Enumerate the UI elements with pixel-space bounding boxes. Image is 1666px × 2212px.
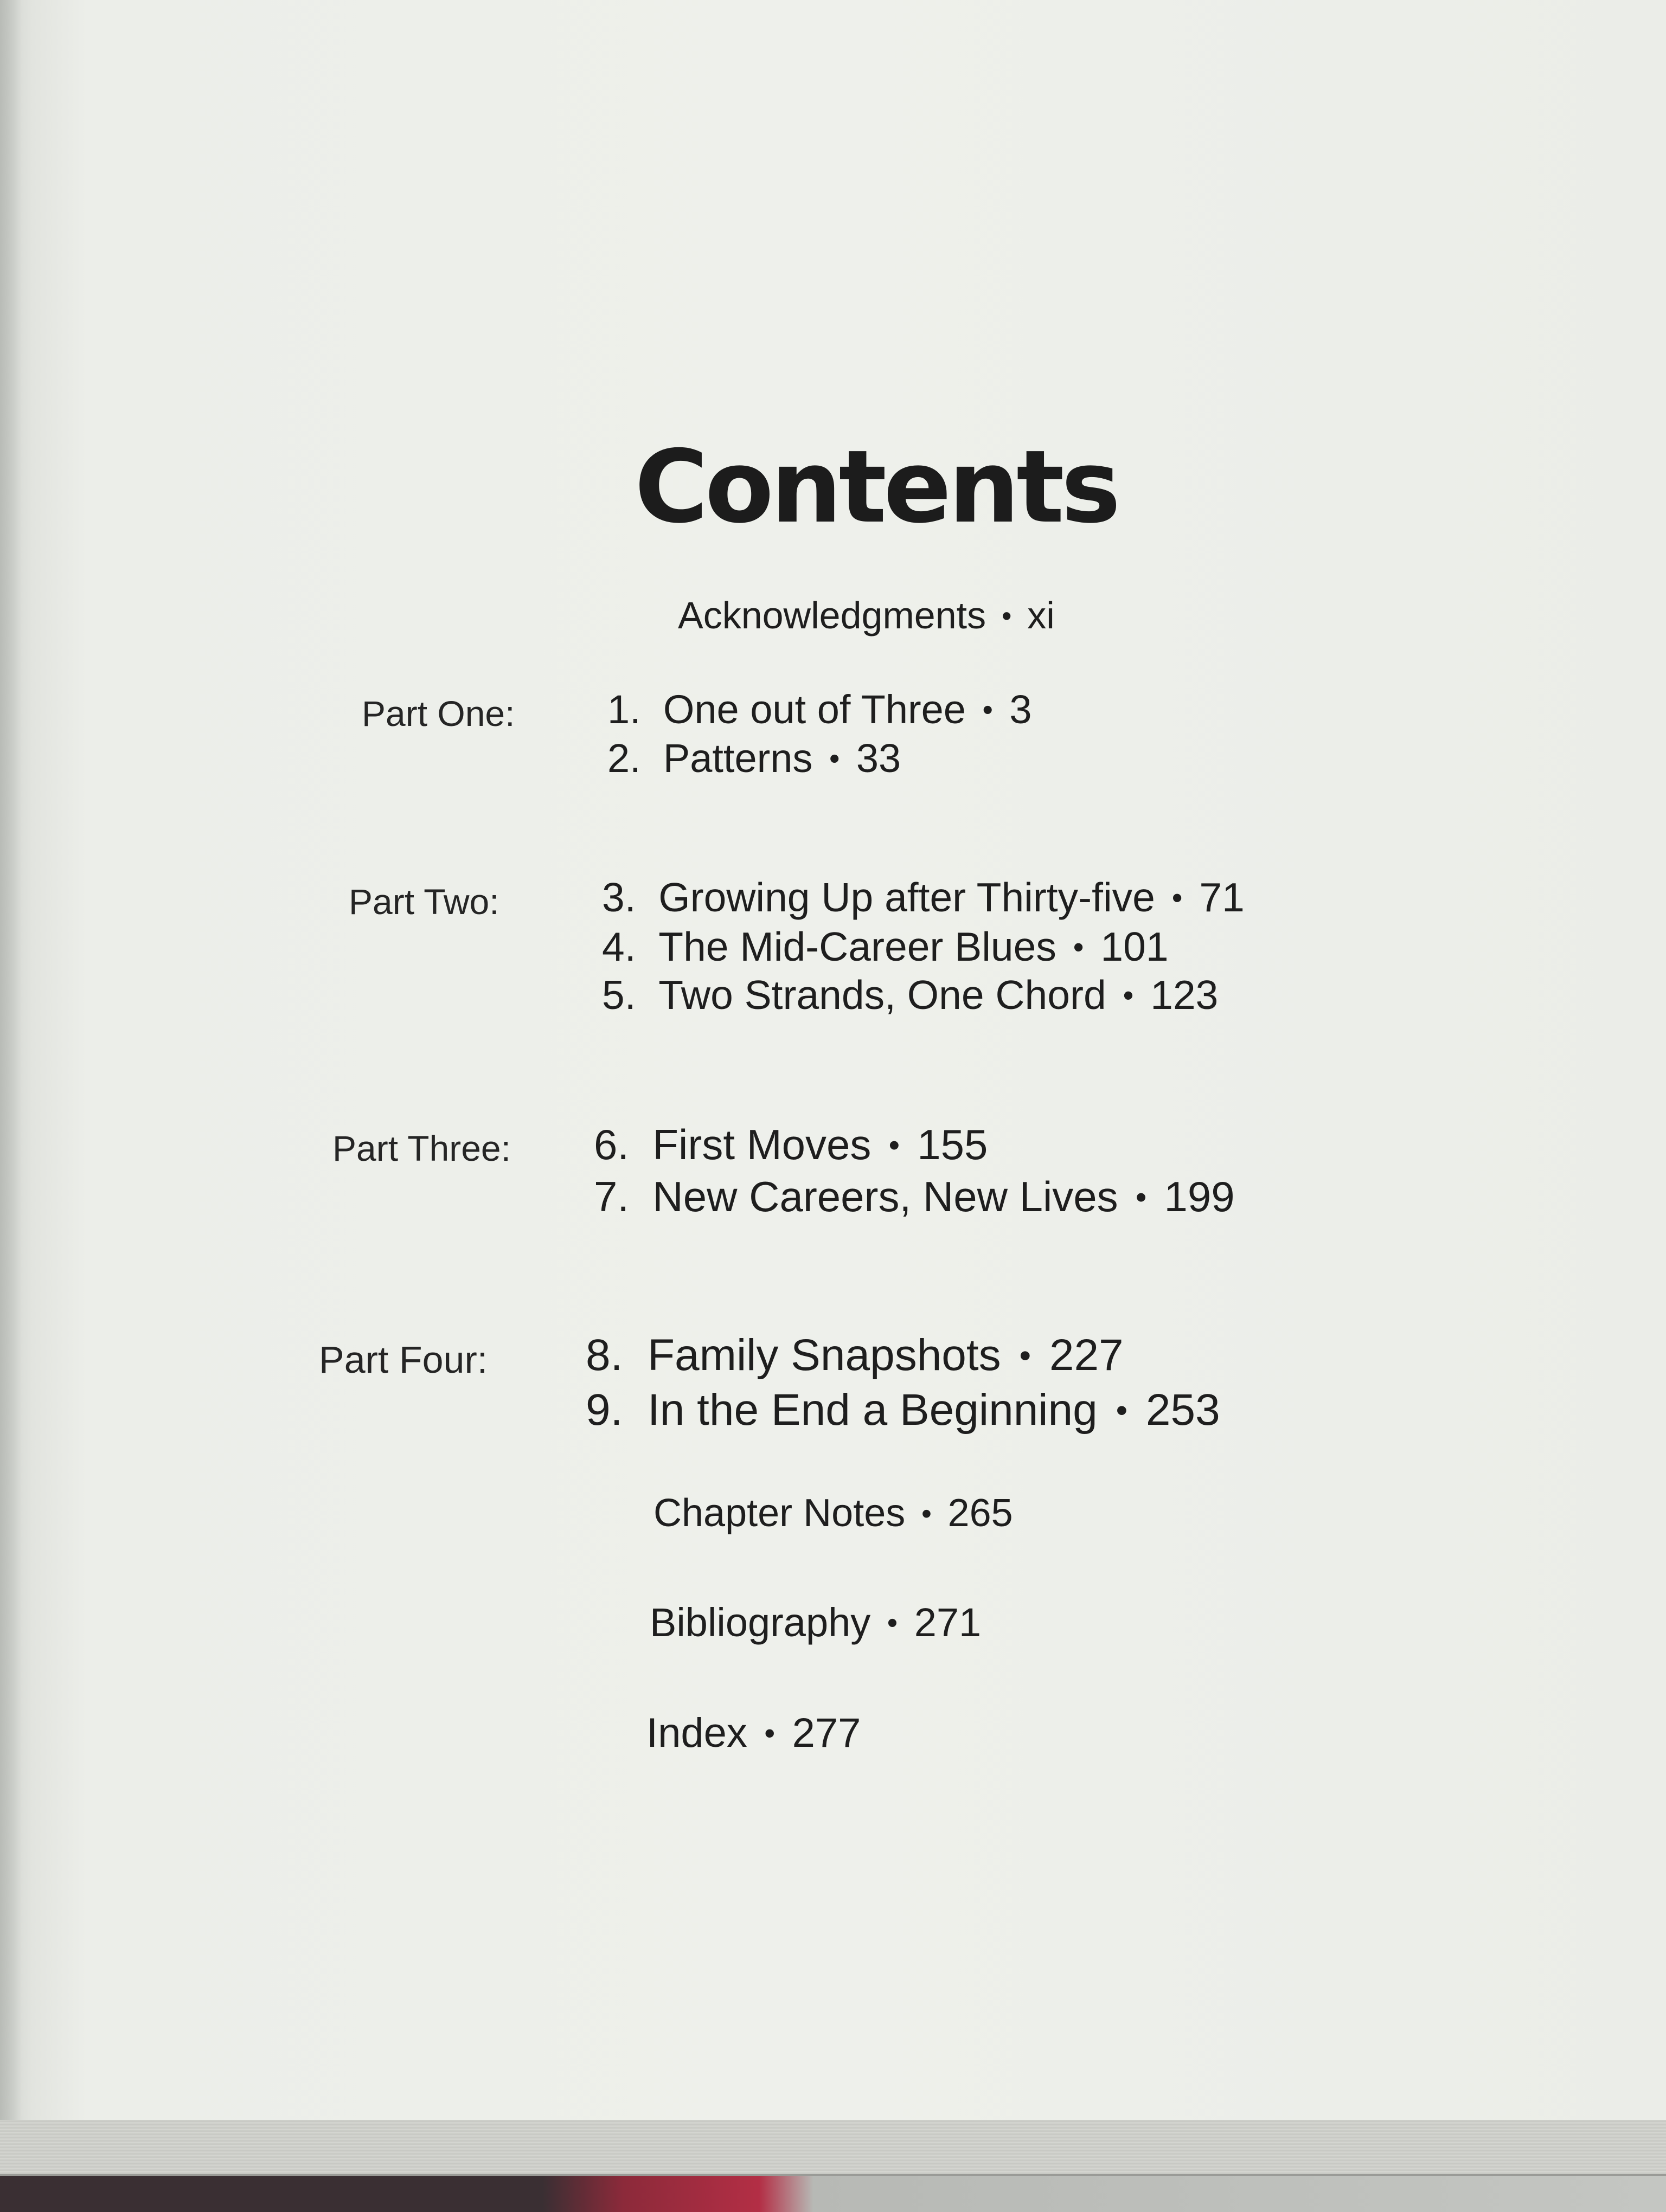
bullet-separator: • — [1073, 930, 1084, 964]
bullet-separator: • — [1019, 1336, 1031, 1374]
part-two-label: Part Two: — [349, 882, 499, 922]
chapter-title: Growing Up after Thirty-five — [658, 874, 1155, 920]
toc-entry-chapter-notes — [653, 1491, 1013, 1535]
bullet-separator: • — [1123, 978, 1134, 1013]
chapter-title: In the End a Beginning — [647, 1385, 1098, 1435]
entry-page: 277 — [792, 1710, 861, 1756]
chapter-page: 3 — [1009, 687, 1032, 732]
chapter-page: 227 — [1049, 1330, 1124, 1380]
chapter-title: Patterns — [663, 736, 813, 781]
bullet-separator: • — [1135, 1180, 1147, 1216]
toc-entry-chapter-5 — [602, 972, 1218, 1018]
contents-title: Contents — [635, 428, 1118, 545]
toc-entry-chapter-9 — [586, 1385, 1220, 1436]
chapter-page: 155 — [917, 1121, 988, 1168]
toc-entry-chapter-6 — [594, 1120, 988, 1169]
bullet-separator: • — [764, 1716, 776, 1751]
toc-entry-chapter-2 — [607, 735, 901, 781]
toc-entry-bibliography — [650, 1599, 981, 1645]
entry-label: Chapter Notes — [653, 1491, 906, 1535]
bullet-separator: • — [1116, 1391, 1128, 1429]
chapter-number: 6. — [594, 1121, 630, 1168]
part-one-label: Part One: — [362, 693, 515, 734]
chapter-page: 123 — [1150, 972, 1219, 1018]
chapter-title: First Moves — [652, 1121, 872, 1168]
chapter-number: 4. — [602, 924, 636, 969]
part-three-label: Part Three: — [332, 1128, 511, 1168]
chapter-number: 9. — [586, 1385, 623, 1435]
toc-entry-acknowledgments — [678, 594, 1055, 637]
bullet-separator: • — [829, 742, 840, 776]
spine-shadow — [0, 0, 22, 2136]
chapter-number: 8. — [586, 1330, 623, 1380]
toc-entry-chapter-7 — [594, 1172, 1235, 1221]
toc-entry-chapter-1 — [607, 686, 1032, 732]
bullet-separator: • — [982, 693, 993, 727]
entry-page: 271 — [914, 1600, 982, 1645]
bullet-separator: • — [887, 1606, 898, 1640]
chapter-title: Family Snapshots — [647, 1330, 1001, 1380]
chapter-title: One out of Three — [663, 687, 966, 732]
chapter-page: 101 — [1100, 924, 1169, 969]
chapter-number: 3. — [602, 874, 636, 920]
toc-entry-chapter-4 — [602, 923, 1169, 970]
chapter-number: 1. — [607, 687, 641, 732]
background-surface — [0, 2176, 1666, 2212]
toc-entry-index — [646, 1709, 861, 1757]
entry-page: xi — [1027, 594, 1055, 636]
chapter-title: New Careers, New Lives — [652, 1173, 1118, 1220]
chapter-page: 253 — [1145, 1385, 1220, 1435]
page-block-edge — [0, 2120, 1666, 2176]
entry-label: Index — [646, 1710, 747, 1756]
chapter-page: 199 — [1164, 1173, 1235, 1220]
toc-entry-chapter-8 — [586, 1330, 1124, 1381]
bullet-separator: • — [1001, 600, 1012, 632]
chapter-title: The Mid-Career Blues — [658, 924, 1056, 969]
chapter-number: 5. — [602, 972, 636, 1018]
entry-page: 265 — [947, 1491, 1013, 1535]
chapter-title: Two Strands, One Chord — [658, 972, 1106, 1018]
chapter-number: 2. — [607, 736, 641, 781]
entry-label: Bibliography — [650, 1600, 871, 1645]
chapter-page: 33 — [856, 736, 901, 781]
chapter-page: 71 — [1199, 874, 1245, 920]
toc-entry-chapter-3 — [602, 874, 1245, 921]
bullet-separator: • — [921, 1497, 932, 1530]
bullet-separator: • — [888, 1128, 900, 1163]
chapter-number: 7. — [594, 1173, 630, 1220]
entry-label: Acknowledgments — [678, 594, 986, 636]
part-four-label: Part Four: — [319, 1339, 488, 1381]
bullet-separator: • — [1171, 880, 1183, 915]
